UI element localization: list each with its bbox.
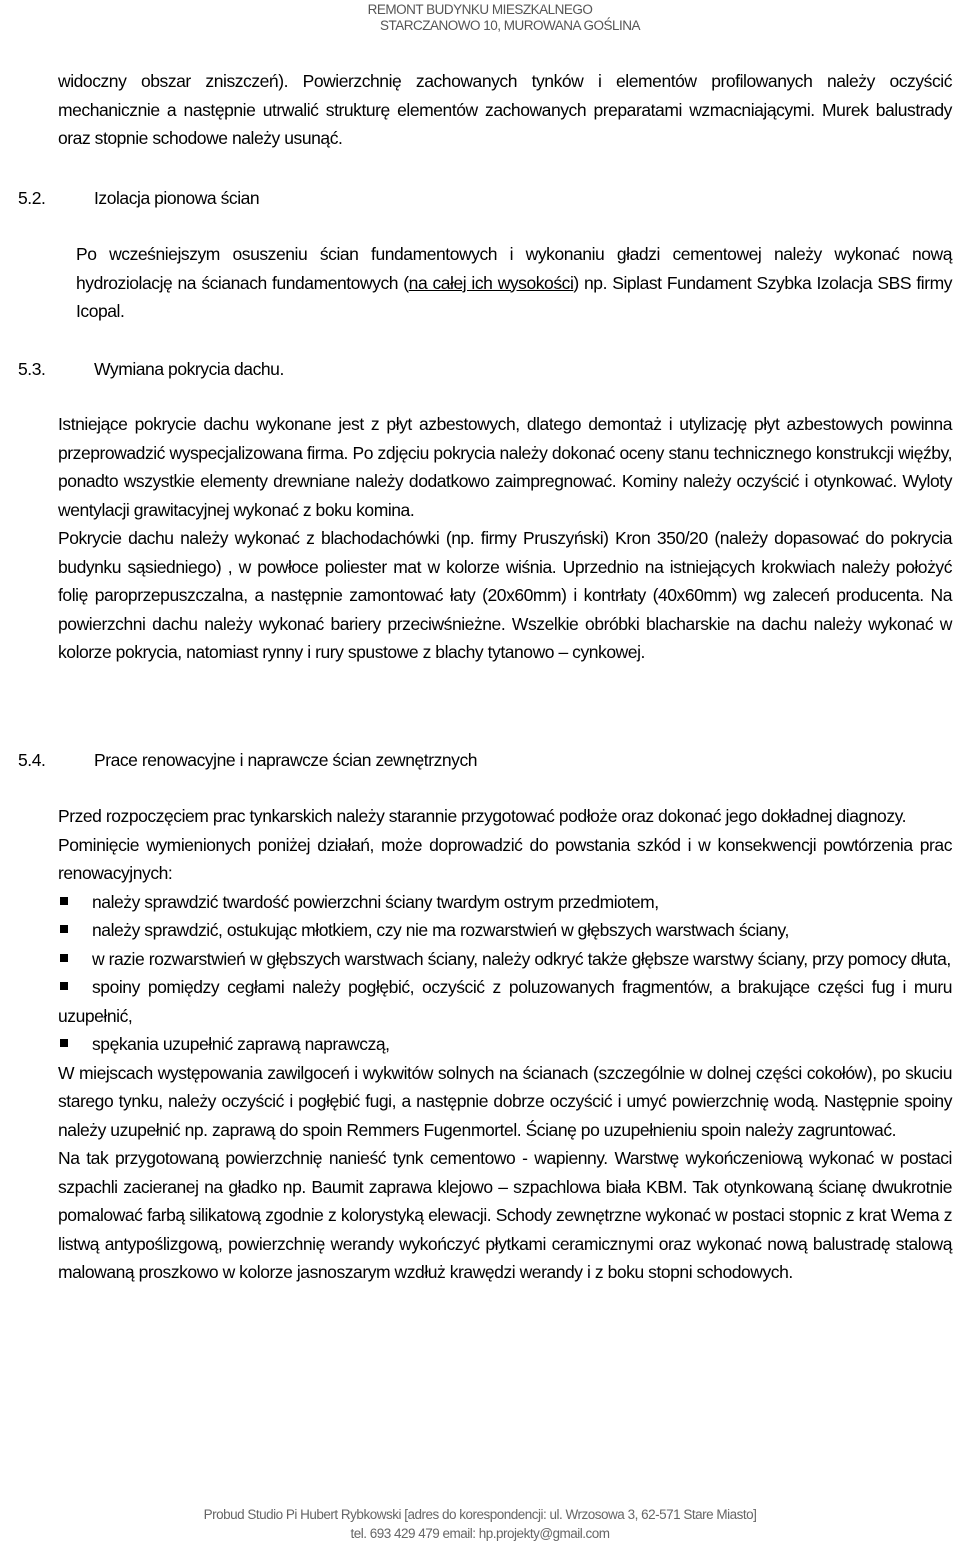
paragraph: Przed rozpoczęciem prac tynkarskich należy starannie przygotować podłoże oraz dokonać jego dokładnej diagnozy. [58, 806, 907, 826]
bullet-square-icon [60, 954, 68, 962]
paragraph-text: ) np. Siplast Fundament Szybka Izolacja SBS firmy Icopal. [76, 272, 952, 321]
paragraph: Na tak przygotowaną powierzchnię nanieść tynk cementowo - wapienny. Warstwę wykończeniową wykonać w postaci szpachli zacieranej na gładko np. Baumit zaprawa klejowo – szpachlowa biała KBM. Tak otynkowaną ścianę dwukrotnie pomalować farbą silikatową zgodnie z kolorystyką elewacji. Schody zewnętrzne wykonać w postaci stopnic z krat Wema z listwą antypoślizgową, powierzchnię werandy wykończyć płytkami ceramicznymi oraz wykonać nową balustradę stalową malowaną proszkowo w kolorze jasnoszarym wzdłuż krawędzi werandy i z boku stopni schodowych. [58, 1148, 952, 1282]
section-title: Wymiana pokrycia dachu. [94, 359, 284, 379]
footer-contact: tel. 693 429 479 email: hp.projekty@gmail.com [350, 1526, 610, 1541]
header-address: STARCZANOWO 10, MUROWANA GOŚLINA [379, 18, 641, 33]
bullet-text: należy sprawdzić, ostukując młotkiem, czy nie ma rozwarstwień w głębszych warstwach ściany, [92, 920, 789, 940]
paragraph: Pominięcie wymienionych poniżej działań, może doprowadzić do powstania szkód i w konsekwencji powtórzenia prac renowacyjnych: [58, 834, 952, 883]
bullet-item [58, 973, 952, 1030]
bullet-text: spoiny pomiędzy cegłami należy pogłębić, oczyścić z poluzowanych fragmentów, a brakujące części fug i muru uzupełnić, [58, 977, 952, 1026]
header-project-title: REMONT BUDYNKU MIESZKALNEGO [367, 2, 593, 17]
underlined-text: na całej ich wysokości [408, 272, 574, 293]
bullet-text: w razie rozwarstwień w głębszych warstwach ściany, należy odkryć także głębsze warstwy ściany, przy pomocy dłuta, [92, 948, 951, 969]
bullet-text: spękania uzupełnić zaprawą naprawczą, [92, 1034, 390, 1054]
section-5-2-paragraph [76, 240, 952, 326]
bullet-item [58, 916, 952, 945]
bullet-item [58, 945, 952, 974]
bullet-item [58, 1030, 952, 1059]
section-number: 5.2. [18, 188, 46, 208]
paragraph: W miejscach występowania zawilgoceń i wykwitów solnych na ścianach (szczególnie w dolnej części cokołów), po skuciu starego tynku, należy oczyścić i pogłębić fugi, a następnie dobrze oczyścić i umyć powierzchnię wodą. Następnie spoiny należy uzupełnić np. zaprawą do spoin Remmers Fugenmortel. Ścianę po uzupełnieniu spoin należy zagruntować. [58, 1062, 952, 1140]
section-number: 5.3. [18, 359, 46, 379]
bullet-square-icon [60, 897, 68, 905]
bullet-text: należy sprawdzić twardość powierzchni ściany twardym ostrym przedmiotem, [92, 891, 659, 912]
footer-company-address: Probud Studio Pi Hubert Rybkowski [adres do korespondencji: ul. Wrzosowa 3, 62-571 Stare Miasto] [203, 1507, 757, 1522]
page-footer [130, 1505, 830, 1543]
paragraph: Istniejące pokrycie dachu wykonane jest z płyt azbestowych, dlatego demontaż i utylizację płyt azbestowych powinna przeprowadzić wyspecjalizowana firma. Po zdjęciu pokrycia należy dokonać oceny stanu technicznego konstrukcji więźby, ponadto wszystkie elementy drewniane należy dodatkowo zaimpregnować. Kominy należy oczyścić i otynkować. Wyloty wentylacji grawitacyjnej wykonać z boku komina. [58, 414, 952, 520]
bullet-square-icon [60, 982, 68, 990]
bullet-square-icon [60, 1039, 68, 1047]
section-title: Prace renowacyjne i naprawcze ścian zewnętrznych [94, 750, 478, 770]
section-5-4-body [58, 802, 952, 1287]
intro-paragraph: widoczny obszar zniszczeń). Powierzchnię zachowanych tynków i elementów profilowanych należy oczyścić mechanicznie a następnie utrwalić strukturę elementów zachowanych preparatami wzmacniającymi. Murek balustrady oraz stopnie schodowe należy usunąć. [58, 71, 952, 148]
page-header [0, 2, 960, 34]
bullet-square-icon [60, 925, 68, 933]
section-number: 5.4. [18, 750, 46, 770]
bullet-item [58, 888, 952, 917]
section-5-3-body [58, 410, 952, 667]
paragraph: Pokrycie dachu należy wykonać z blachodachówki (np. firmy Pruszyński) Kron 350/20 (należy dopasować do pokrycia budynku sąsiedniego) , w powłoce poliester mat w kolorze wiśnia. Uprzednio na istniejących krokwiach należy położyć folię paroprzepuszczalna, a następnie zamontować łaty (20x60mm) i kontrłaty (40x60mm) wg zaleceń producenta. Na powierzchni dachu należy wykonać bariery przeciwśnieżne. Wszelkie obróbki blacharskie na dachu należy wykonać w kolorze pokrycia, natomiast rynny i rury spustowe z blachy tytanowo – cynkowej. [58, 528, 952, 662]
section-title: Izolacja pionowa ścian [94, 188, 260, 208]
paragraph-text: Po wcześniejszym osuszeniu ścian fundamentowych i wykonaniu gładzi cementowej należy wykonać nową hydroziolację na ścianach fundamentowych ( [76, 244, 952, 293]
